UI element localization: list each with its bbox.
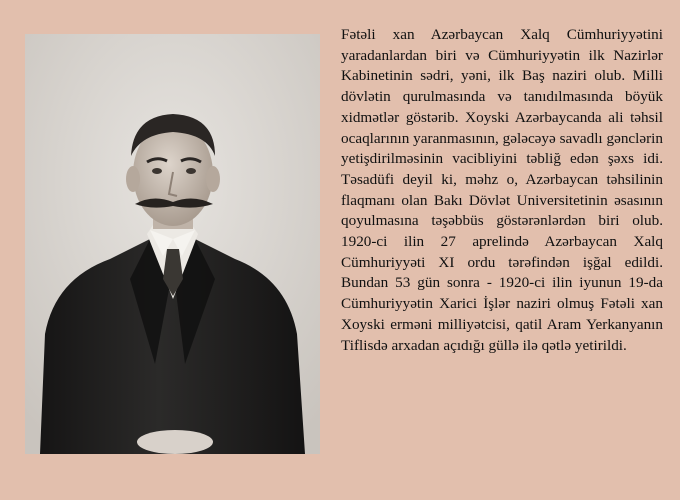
biography-paragraph: Fətəli xan Azərbaycan Xalq Cümhuriyyətini yaradanlardan biri və Cümhuriyyətin ilk Nazirlər Kabinetinin sədri, yəni, ilk Baş naziri olub. Milli dövlətin qurulmasında və tanıdılmasında böyük xidmətlər göstərib. Xoyski Azərbaycanda ali təhsil ocaqlarının yaranmasının, gələcəyə savadlı gənclərin yetişdirilməsinin vacibliyini təbliğ edən şəxs idi. Təsadüfi deyil ki, məhz o, Azərbaycan təhsilinin flaqmanı olan Bakı Dövlət Universitetinin əsasının qoyulmasına təşəbbüs göstərənlərdən biri olub. 1920-ci ilin 27 aprelində Azərbaycan Xalq Cümhuriyyəti XI ordu tərəfindən işğal edildi. Bundan 53 gün sonra - 1920-ci ilin iyunun 19-da Cümhuriyyətin Xarici İşlər naziri olmuş Fətəli xan Xoyski erməni milliyətcisi, qatil Aram Yerkanyanın Tiflisdə arxadan açıdığı güllə ilə qətlə yetirildi. (341, 26, 663, 354)
portrait-photo (25, 34, 320, 454)
portrait-photo-icon (25, 34, 320, 454)
